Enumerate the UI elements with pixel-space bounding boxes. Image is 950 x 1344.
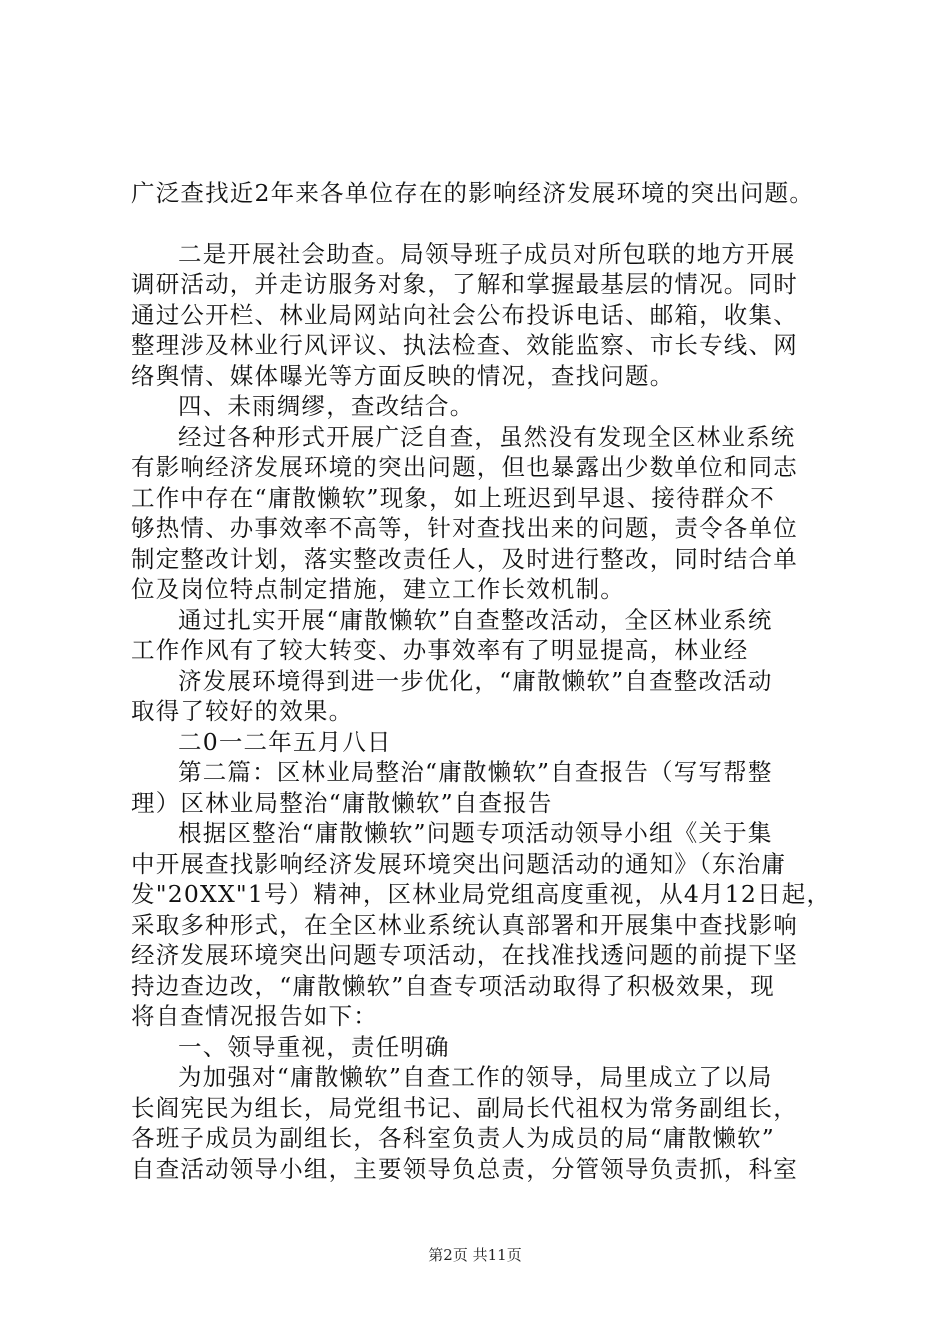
text-line: 持边查边改，“庸散懒软”自查专项活动取得了积极效果，现 bbox=[131, 972, 775, 1000]
text-line: 通过公开栏、林业局网站向社会公布投诉电话、邮箱，收集、 bbox=[131, 301, 798, 329]
text-line: 长阎宪民为组长，局党组书记、副局长代祖权为常务副组长， bbox=[131, 1094, 798, 1122]
text-line: 整理涉及林业行风评议、执法检查、效能监察、市长专线、网 bbox=[131, 331, 798, 359]
text-line: 制定整改计划，落实整改责任人，及时进行整改，同时结合单 bbox=[131, 545, 798, 573]
text-line: 取得了较好的效果。 bbox=[131, 697, 354, 725]
text-line: 二是开展社会助查。局领导班子成员对所包联的地方开展 bbox=[178, 240, 796, 268]
text-line: 够热情、办事效率不高等，针对查找出来的问题，责令各单位 bbox=[131, 514, 798, 542]
text-line: 第二篇：区林业局整治“庸散懒软”自查报告（写写帮整 bbox=[178, 758, 773, 786]
text-line: 采取多种形式，在全区林业系统认真部署和开展集中查找影响 bbox=[131, 911, 798, 939]
text-line: 工作作风有了较大转变、办事效率有了明显提高，林业经 bbox=[131, 636, 749, 664]
text-line: 经济发展环境突出问题专项活动，在找准找透问题的前提下坚 bbox=[131, 941, 798, 969]
text-line: 根据区整治“庸散懒软”问题专项活动领导小组《关于集 bbox=[178, 819, 773, 847]
text-line: 广泛查找近2年来各单位存在的影响经济发展环境的突出问题。 bbox=[131, 179, 815, 207]
text-line: 工作中存在“庸散懒软”现象，如上班迟到早退、接待群众不 bbox=[131, 484, 775, 512]
text-line: 调研活动，并走访服务对象，了解和掌握最基层的情况。同时 bbox=[131, 270, 798, 298]
text-line: 将自查情况报告如下： bbox=[131, 1002, 378, 1030]
text-line: 各班子成员为副组长，各科室负责人为成员的局“庸散懒软” bbox=[131, 1124, 775, 1152]
page-footer: 第2页 共11页 bbox=[428, 1246, 522, 1264]
text-line: 为加强对“庸散懒软”自查工作的领导，局里成立了以局 bbox=[178, 1063, 773, 1091]
text-line: 一、领导重视，责任明确 bbox=[178, 1033, 450, 1061]
text-line: 发"20XX"1号）精神，区林业局党组高度重视，从4月12日起， bbox=[131, 880, 832, 908]
text-line: 中开展查找影响经济发展环境突出问题活动的通知》（东治庸 bbox=[131, 850, 787, 878]
text-line: 理）区林业局整治“庸散懒软”自查报告 bbox=[131, 789, 553, 817]
text-line: 二0一二年五月八日 bbox=[178, 728, 392, 756]
text-line: 自查活动领导小组，主要领导负总责，分管领导负责抓，科室 bbox=[131, 1155, 798, 1183]
text-line: 通过扎实开展“庸散懒软”自查整改活动，全区林业系统 bbox=[178, 606, 773, 634]
text-line: 有影响经济发展环境的突出问题，但也暴露出少数单位和同志 bbox=[131, 453, 798, 481]
text-line: 络舆情、媒体曝光等方面反映的情况，查找问题。 bbox=[131, 362, 675, 390]
text-line: 济发展环境得到进一步优化，“庸散懒软”自查整改活动 bbox=[178, 667, 773, 695]
text-line: 经过各种形式开展广泛自查，虽然没有发现全区林业系统 bbox=[178, 423, 796, 451]
text-line: 四、未雨绸缪，查改结合。 bbox=[178, 392, 475, 420]
text-line: 位及岗位特点制定措施，建立工作长效机制。 bbox=[131, 575, 625, 603]
